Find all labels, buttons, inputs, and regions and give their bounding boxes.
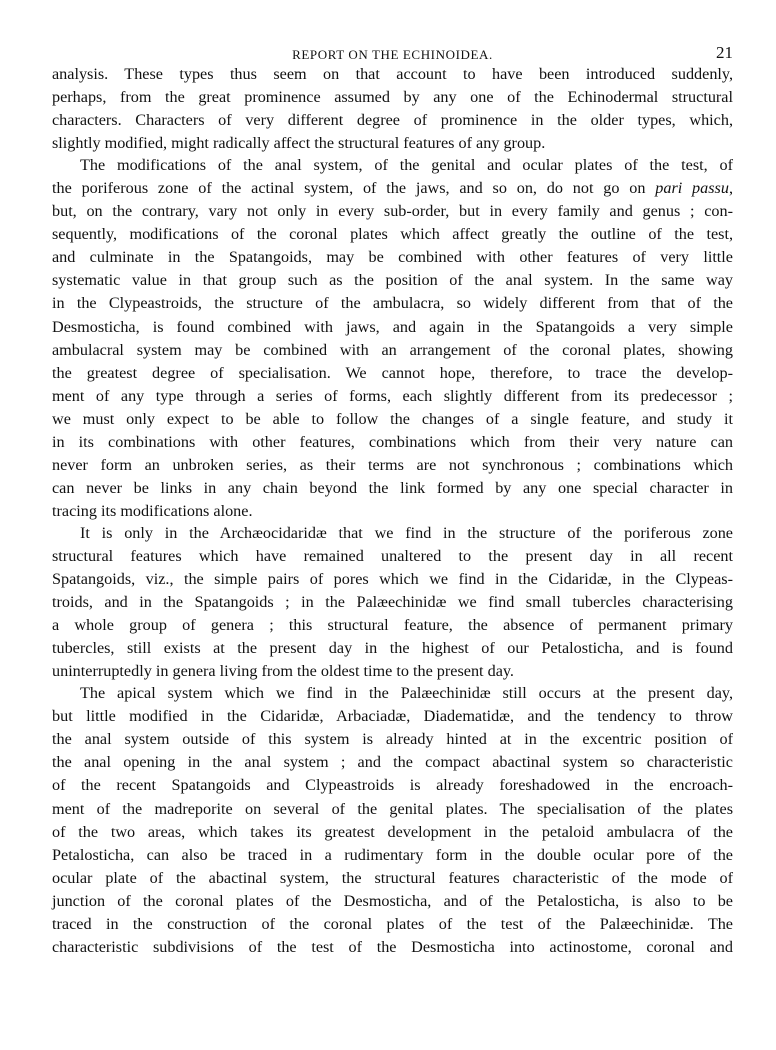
text-line: never form an unbroken series, as their terms are not synchronous ; combinations which <box>52 456 733 475</box>
text-line: traced in the construction of the coronal plates of the test of the Palæechinidæ. The <box>52 914 733 933</box>
text-line: uninterruptedly in genera living from the oldest time to the present day. <box>52 662 514 681</box>
text-line: the anal opening in the anal system ; and the compact abactinal system so characteristic <box>52 753 733 772</box>
text-line: ambulacral system may be combined with an arrangement of the coronal plates, showing <box>52 340 733 359</box>
text-line: troids, and in the Spatangoids ; in the Palæechinidæ we find small tubercles characterising <box>52 593 733 612</box>
paragraph <box>52 63 733 155</box>
text-line: Spatangoids, viz., the simple pairs of pores which we find in the Cidaridæ, in the Clypeas- <box>52 570 733 589</box>
text-line: tracing its modifications alone. <box>52 502 253 521</box>
running-title: REPORT ON THE ECHINOIDEA. <box>292 47 493 62</box>
text-line: Desmosticha, is found combined with jaws, and again in the Spatangoids a very simple <box>52 317 733 336</box>
text-line: ment of any type through a series of forms, each slightly different from its predecessor ; <box>52 386 733 405</box>
text-line: but little modified in the Cidaridæ, Arbaciadæ, Diadematidæ, and the tendency to throw <box>52 707 733 726</box>
text-line: ment of the madreporite on several of the genital plates. The specialisation of the plates <box>52 799 733 818</box>
text-line: analysis. These types thus seem on that account to have been introduced suddenly, <box>52 65 733 83</box>
text-line: in the Clypeastroids, the structure of the ambulacra, so widely different from that of the <box>52 294 733 313</box>
text-line: the anal system outside of this system is already hinted at in the excentric position of <box>52 730 733 749</box>
paragraph <box>52 682 733 959</box>
text-line: structural features which have remained unaltered to the present day in all recent <box>52 546 733 565</box>
text-line: sequently, modifications of the coronal plates which affect greatly the outline of the test, <box>52 225 733 244</box>
text-line: a whole group of genera ; this structural feature, the absence of permanent primary <box>52 616 733 635</box>
text-line: perhaps, from the great prominence assumed by any one of the Echinodermal structural <box>52 88 733 107</box>
text-line: It is only in the Archæocidaridæ that we find in the structure of the poriferous zone <box>80 523 733 542</box>
text-line: systematic value in that group such as the position of the anal system. In the same way <box>52 271 733 290</box>
text-line: of the recent Spatangoids and Clypeastroids is already foreshadowed in the encroach- <box>52 776 733 795</box>
text-line: we must only expect to be able to follow the changes of a single feature, and study it <box>52 409 733 428</box>
text-line: but, on the contrary, vary not only in every sub-order, but in every family and genus ; con- <box>52 202 733 221</box>
text-line: slightly modified, might radically affect the structural features of any group. <box>52 134 546 153</box>
text-line: junction of the coronal plates of the Desmosticha, and of the Petalosticha, is also to be <box>52 891 733 910</box>
text-line: The apical system which we find in the Palæechinidæ still occurs at the present day, <box>80 684 733 703</box>
text-line: in its combinations with other features, combinations which from their very nature can <box>52 433 733 451</box>
text-line: the poriferous zone of the actinal system, of the jaws, and so on, do not go on pari passu, <box>52 178 733 197</box>
text-line: The modifications of the anal system, of the genital and ocular plates of the test, of <box>80 155 733 174</box>
italic-phrase: pari passu <box>655 178 729 197</box>
text-line: can never be links in any chain beyond the link formed by any one special character in <box>52 479 733 498</box>
text-line: the greatest degree of specialisation. We cannot hope, therefore, to trace the develop- <box>52 363 733 382</box>
text-line: ocular plate of the abactinal system, the structural features characteristic of the mode of <box>52 868 733 887</box>
text-line: characteristic subdivisions of the test of the Desmosticha into actinostome, coronal and <box>52 938 733 957</box>
page-number: 21 <box>716 43 733 62</box>
text-line: of the two areas, which takes its greatest development in the petaloid ambulacra of the <box>52 822 733 841</box>
body-text <box>52 63 733 959</box>
text-line: and culminate in the Spatangoids, may be combined with other features of very little <box>52 248 733 267</box>
text-line: characters. Characters of very different degree of prominence in the older types, which, <box>52 111 733 130</box>
paragraph <box>52 522 733 684</box>
text-line: tubercles, still exists at the present day in the highest of our Petalosticha, and is found <box>52 639 733 658</box>
paragraph <box>52 154 733 524</box>
text-line: Petalosticha, can also be traced in a rudimentary form in the double ocular pore of the <box>52 845 733 864</box>
